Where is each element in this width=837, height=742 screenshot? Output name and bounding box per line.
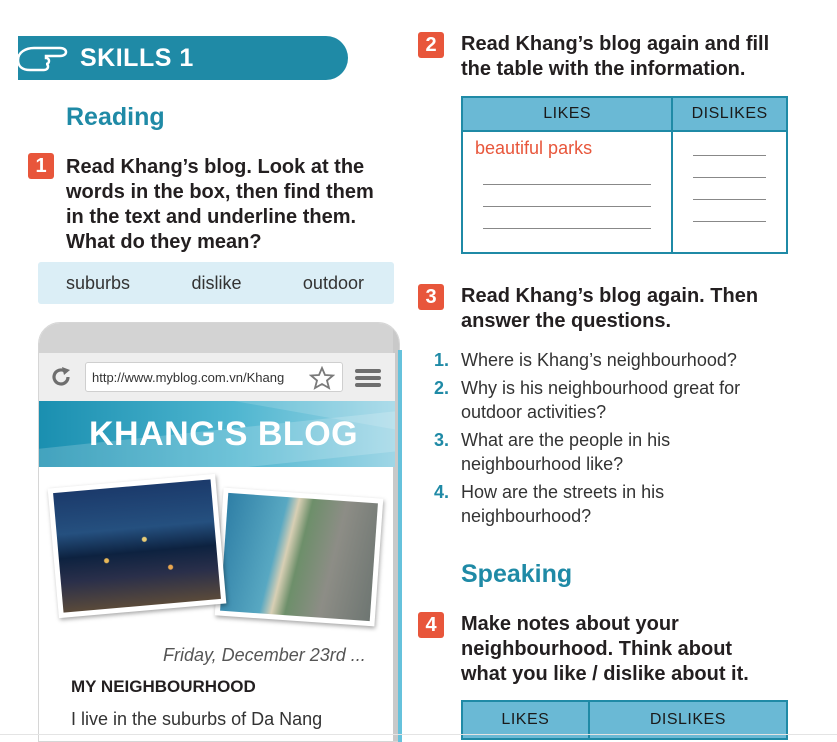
reading-heading: Reading [66,103,165,131]
blog-date: Friday, December 23rd ... [163,645,366,665]
question-list [434,348,824,532]
task-3-instructions [461,284,821,334]
task-1-badge: 1 [28,153,54,179]
question-text: What are the people in his [461,430,671,450]
reload-icon[interactable] [49,365,73,389]
task-4-badge: 4 [418,612,444,638]
page-title: SKILLS 1 [80,43,194,72]
task-1-line: What do they mean? [66,231,262,253]
page-bottom-line [0,734,837,735]
task-4-line: Make notes about your [461,613,679,635]
coastline-photo [215,488,384,627]
question-text: outdoor activities? [461,402,607,422]
question-text: neighbourhood like? [461,454,624,474]
dislikes-cell [672,131,787,253]
word-outdoor: outdoor [302,272,364,293]
answer-blank[interactable] [483,185,651,207]
likes-cell [462,131,672,253]
task-2-badge: 2 [418,32,444,58]
word-suburbs: suburbs [66,272,131,293]
task-2-instructions [461,32,821,82]
task-4-line: neighbourhood. Think about [461,638,733,660]
answer-blank[interactable] [693,178,766,200]
column-divider [398,350,402,742]
task-3-badge: 3 [418,284,444,310]
browser-toolbar [39,353,395,401]
task-1-line: words in the box, then find them [66,181,374,203]
answer-blank[interactable] [693,134,766,156]
example-answer: beautiful parks [475,138,593,158]
likes-header: LIKES [462,97,672,131]
task-2-line: the table with the information. [461,58,746,80]
question-text: neighbourhood? [461,506,592,526]
likes-dislikes-table [461,96,788,254]
answer-blank[interactable] [483,207,651,229]
answer-blank[interactable] [483,163,651,185]
question-item [434,428,824,476]
question-text: Where is Khang’s neighbourhood? [461,350,737,370]
question-text: How are the streets in his [461,482,665,502]
blog-heading: MY NEIGHBOURHOOD [71,677,256,696]
task-1-line: in the text and underline them. [66,206,357,228]
question-text: Why is his neighbourhood great for [461,378,741,398]
question-item [434,376,824,424]
question-number: 1. [434,350,450,370]
speaking-heading: Speaking [461,560,573,588]
blog-title: KHANG'S BLOG [89,415,359,453]
bookmark-star-icon[interactable] [309,366,335,390]
question-number: 2. [434,378,450,398]
phone-mockup [38,322,400,742]
question-item [434,480,824,528]
question-number: 4. [434,482,450,502]
dislikes-header: DISLIKES [672,97,787,131]
blog-body: I live in the suburbs of Da Nang [71,709,323,729]
answer-blank[interactable] [693,200,766,222]
task-3-line: answer the questions. [461,310,672,332]
dislikes-header: DISLIKES [589,701,787,739]
blog-banner [39,401,395,467]
task-4-line: what you like / dislike about it. [461,663,749,685]
task-1-instructions [66,155,406,255]
question-item [434,348,824,372]
phone-top-bezel [39,323,399,353]
likes-header: LIKES [462,701,589,739]
task-4-instructions [461,612,821,687]
question-number: 3. [434,430,450,450]
word-dislike: dislike [191,272,242,293]
city-night-photo [48,474,227,618]
task-1-line: Read Khang’s blog. Look at the [66,156,365,178]
skills-banner [18,36,348,80]
answer-blank[interactable] [693,156,766,178]
menu-icon[interactable] [355,369,381,387]
task-2-line: Read Khang’s blog again and fill [461,33,770,55]
pointing-hand-icon [16,42,68,74]
url-field[interactable]: http://www.myblog.com.vn/Khang [85,362,343,392]
task-3-line: Read Khang’s blog again. Then [461,285,759,307]
word-box [38,262,394,304]
